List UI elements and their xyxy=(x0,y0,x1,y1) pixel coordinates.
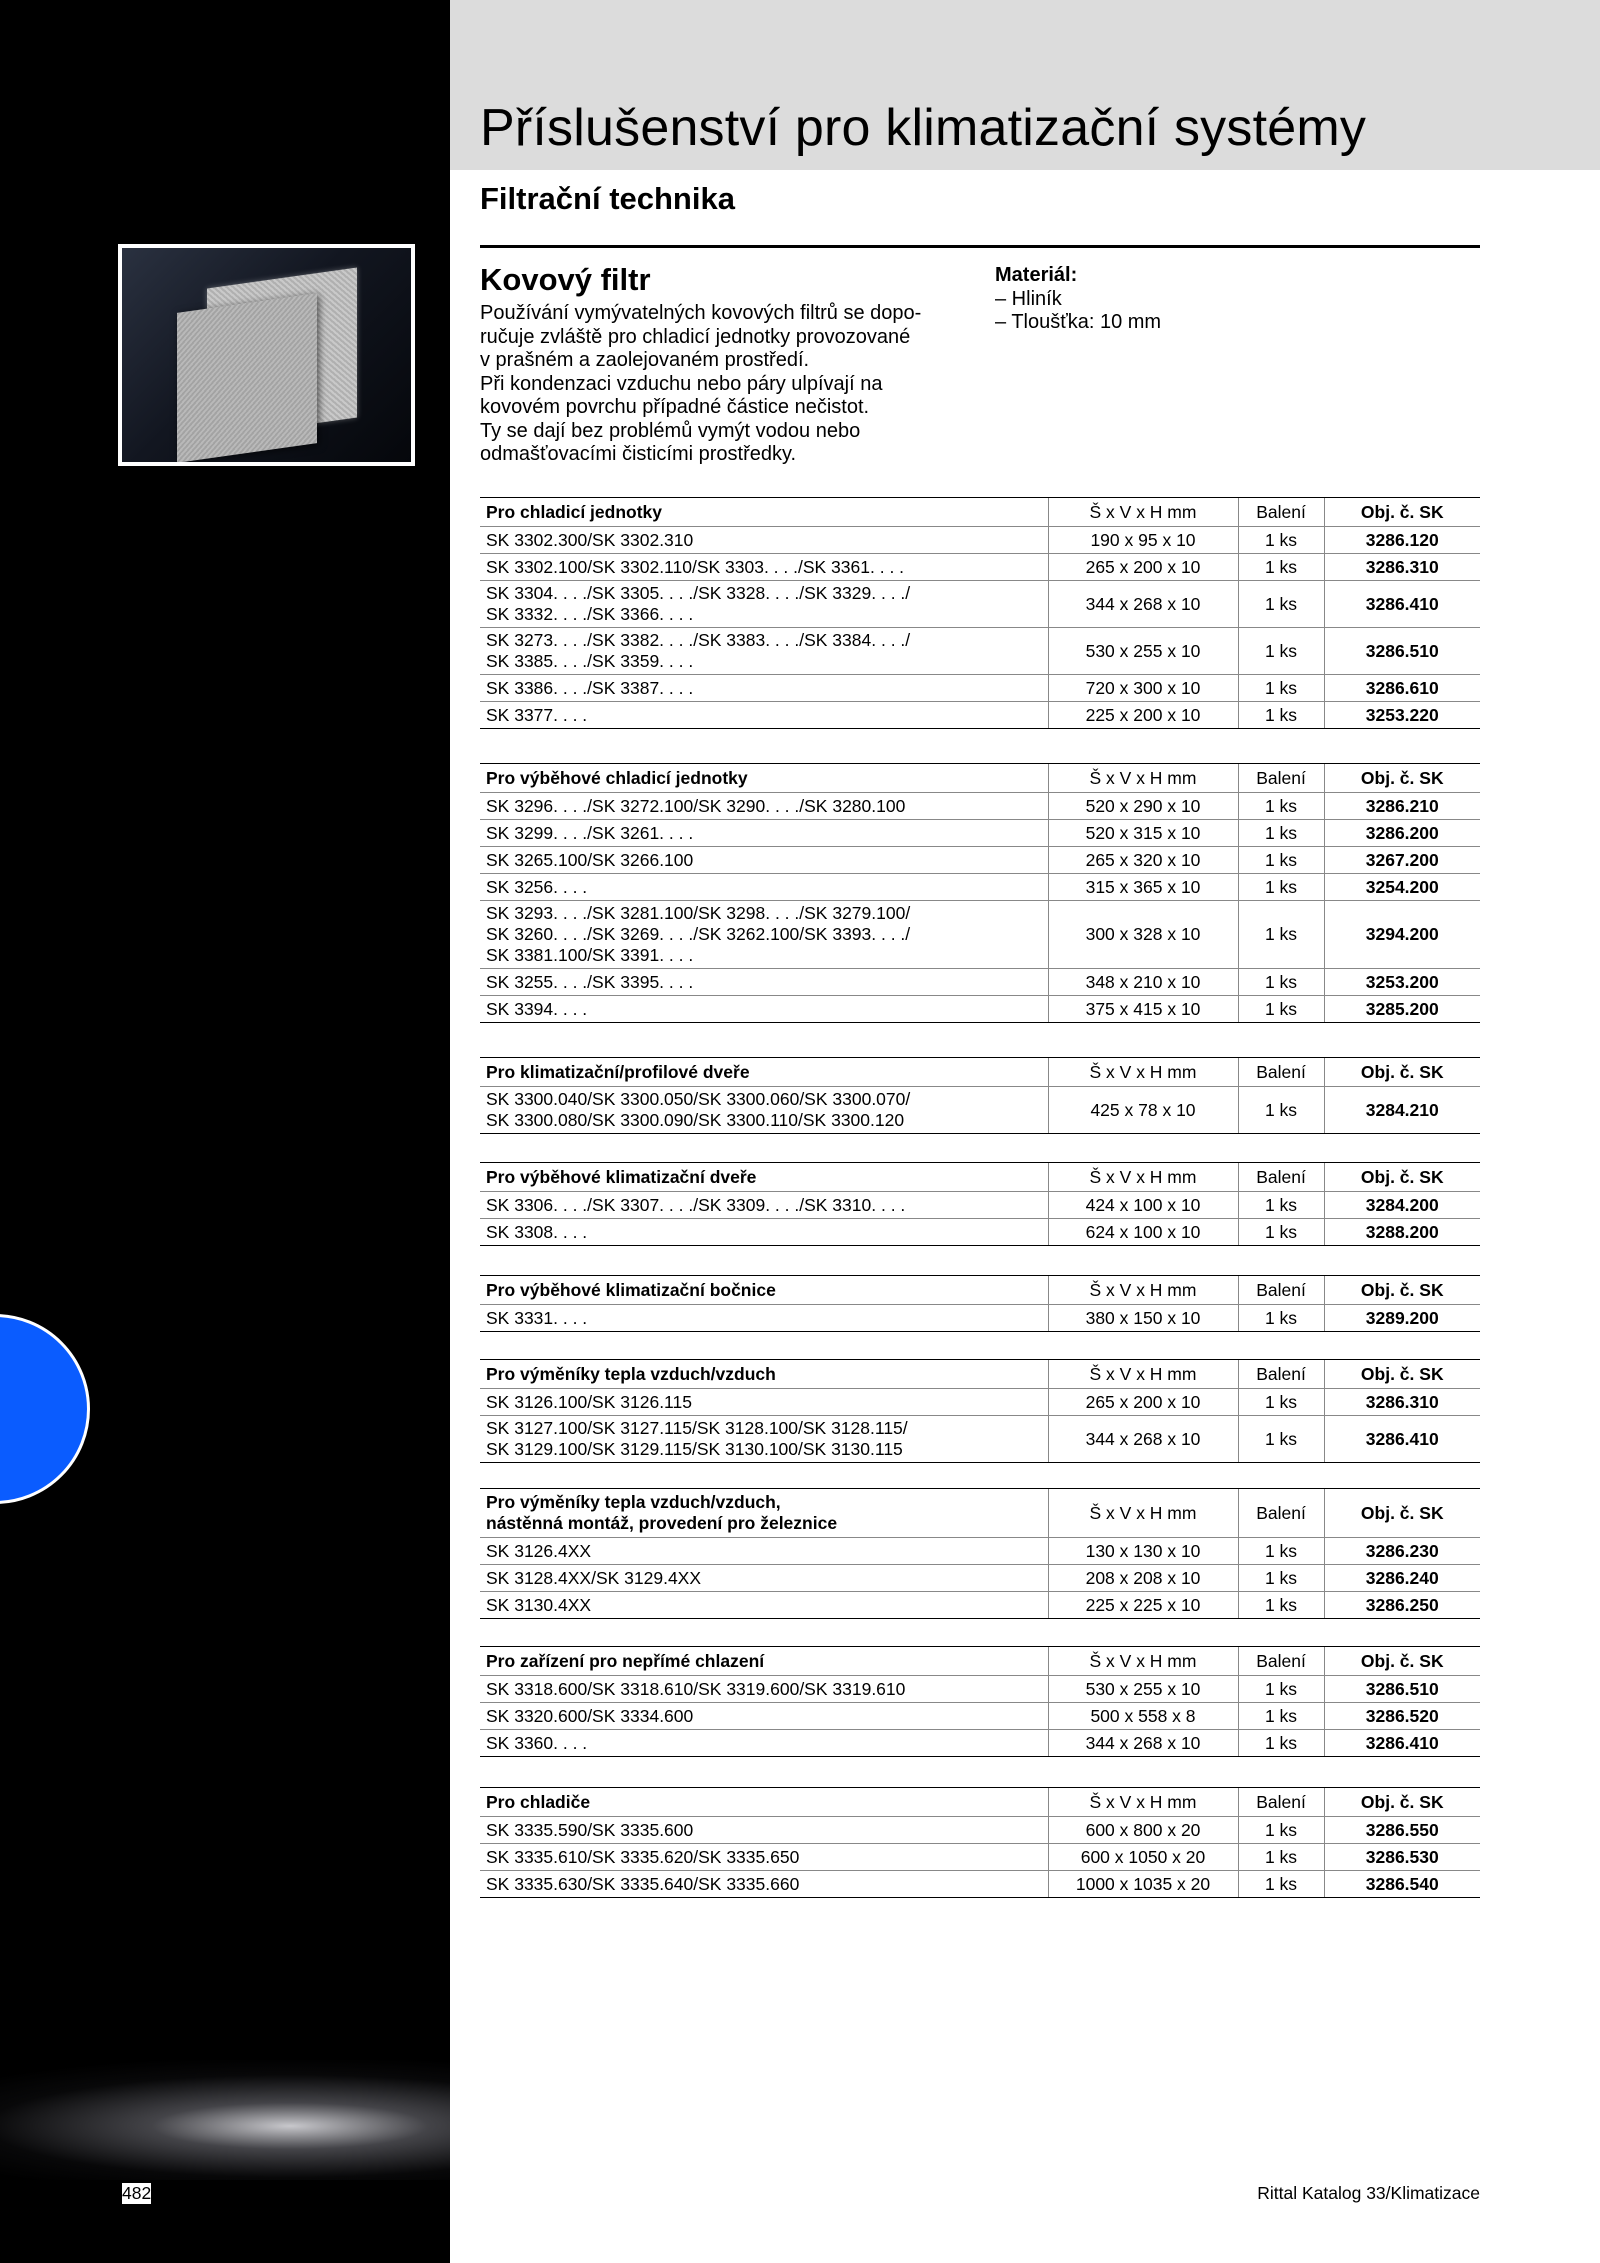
table-row xyxy=(480,1817,1480,1844)
model-line: SK 3335.610/SK 3335.620/SK 3335.650 xyxy=(486,1846,800,1867)
column-header-packaging: Balení xyxy=(1238,1276,1324,1305)
column-header-order-number: Obj. č. SK xyxy=(1324,1276,1480,1305)
order-number-cell: 3285.200 xyxy=(1324,996,1480,1023)
column-header-dimensions: Š x V x H mm xyxy=(1048,1360,1238,1389)
compatible-models xyxy=(480,1219,1048,1246)
table-row xyxy=(480,1592,1480,1619)
table-title xyxy=(480,764,1048,793)
order-number-cell: 3286.410 xyxy=(1324,581,1480,628)
dimensions-cell: 600 x 800 x 20 xyxy=(1048,1817,1238,1844)
table-title xyxy=(480,1163,1048,1192)
packaging-cell: 1 ks xyxy=(1238,1416,1324,1463)
order-number-cell: 3253.200 xyxy=(1324,969,1480,996)
compatible-models xyxy=(480,847,1048,874)
model-line: SK 3331. . . . xyxy=(486,1307,588,1328)
packaging-cell: 1 ks xyxy=(1238,1538,1324,1565)
table-title-line: Pro klimatizační/profilové dveře xyxy=(486,1061,750,1082)
order-number-cell: 3286.310 xyxy=(1324,1389,1480,1416)
column-header-order-number: Obj. č. SK xyxy=(1324,1360,1480,1389)
table-title-line: Pro chladicí jednotky xyxy=(486,501,663,522)
table-title xyxy=(480,1647,1048,1676)
column-header-order-number: Obj. č. SK xyxy=(1324,1163,1480,1192)
compatible-models xyxy=(480,1676,1048,1703)
dimensions-cell: 1000 x 1035 x 20 xyxy=(1048,1871,1238,1898)
model-line: SK 3126.100/SK 3126.115 xyxy=(486,1391,692,1412)
column-header-packaging: Balení xyxy=(1238,764,1324,793)
packaging-cell: 1 ks xyxy=(1238,1192,1324,1219)
compatible-models xyxy=(480,969,1048,996)
packaging-cell: 1 ks xyxy=(1238,628,1324,675)
table-row xyxy=(480,969,1480,996)
packaging-cell: 1 ks xyxy=(1238,1730,1324,1757)
table-title-line: Pro zařízení pro nepřímé chlazení xyxy=(486,1650,765,1671)
model-line: SK 3296. . . ./SK 3272.100/SK 3290. . . ./SK 3280.100 xyxy=(486,795,906,816)
table-row xyxy=(480,527,1480,554)
column-header-dimensions: Š x V x H mm xyxy=(1048,1163,1238,1192)
product-description xyxy=(480,302,950,467)
dimensions-cell: 530 x 255 x 10 xyxy=(1048,1676,1238,1703)
packaging-cell: 1 ks xyxy=(1238,874,1324,901)
dimensions-cell: 348 x 210 x 10 xyxy=(1048,969,1238,996)
dimensions-cell: 600 x 1050 x 20 xyxy=(1048,1844,1238,1871)
dimensions-cell: 344 x 268 x 10 xyxy=(1048,581,1238,628)
model-line: SK 3335.630/SK 3335.640/SK 3335.660 xyxy=(486,1873,800,1894)
table-title-line: nástěnná montáž, provedení pro železnice xyxy=(486,1513,838,1533)
packaging-cell: 1 ks xyxy=(1238,1676,1324,1703)
model-line: SK 3126.4XX xyxy=(486,1540,592,1561)
model-line: SK 3308. . . . xyxy=(486,1221,588,1242)
table-row xyxy=(480,874,1480,901)
dimensions-cell: 344 x 268 x 10 xyxy=(1048,1730,1238,1757)
compatible-models xyxy=(480,1416,1048,1463)
table-row xyxy=(480,628,1480,675)
table-row xyxy=(480,1730,1480,1757)
compatible-models xyxy=(480,1389,1048,1416)
table-title xyxy=(480,1360,1048,1389)
compatible-models xyxy=(480,1192,1048,1219)
dimensions-cell: 500 x 558 x 8 xyxy=(1048,1703,1238,1730)
order-number-cell: 3288.200 xyxy=(1324,1219,1480,1246)
table-header-row xyxy=(480,1276,1480,1305)
model-line: SK 3318.600/SK 3318.610/SK 3319.600/SK 3319.610 xyxy=(486,1678,906,1699)
section-title: Filtrační technika xyxy=(480,181,735,216)
product-name: Kovový filtr xyxy=(480,262,651,297)
model-line: SK 3302.300/SK 3302.310 xyxy=(486,529,694,550)
table-title xyxy=(480,1788,1048,1817)
packaging-cell: 1 ks xyxy=(1238,1871,1324,1898)
compatible-models xyxy=(480,1730,1048,1757)
light-glow-decoration xyxy=(0,2060,450,2180)
table-row xyxy=(480,793,1480,820)
header-divider xyxy=(480,245,1480,248)
table-row xyxy=(480,1305,1480,1332)
order-number-cell: 3286.510 xyxy=(1324,1676,1480,1703)
compatible-models xyxy=(480,554,1048,581)
column-header-dimensions: Š x V x H mm xyxy=(1048,1489,1238,1538)
spec-table xyxy=(480,1275,1480,1332)
dimensions-cell: 344 x 268 x 10 xyxy=(1048,1416,1238,1463)
spec-table xyxy=(480,1488,1480,1619)
dimensions-cell: 190 x 95 x 10 xyxy=(1048,527,1238,554)
description-line: v prašném a zaolejovaném prostředí. xyxy=(480,349,810,371)
dimensions-cell: 265 x 200 x 10 xyxy=(1048,1389,1238,1416)
table-title-line: Pro výběhové chladicí jednotky xyxy=(486,767,748,788)
table-row xyxy=(480,1416,1480,1463)
table-header-row xyxy=(480,1647,1480,1676)
model-line: SK 3128.4XX/SK 3129.4XX xyxy=(486,1567,702,1588)
table-row xyxy=(480,1676,1480,1703)
compatible-models xyxy=(480,820,1048,847)
column-header-order-number: Obj. č. SK xyxy=(1324,1647,1480,1676)
compatible-models xyxy=(480,874,1048,901)
column-header-dimensions: Š x V x H mm xyxy=(1048,1276,1238,1305)
table-row xyxy=(480,1389,1480,1416)
table-row xyxy=(480,1871,1480,1898)
metal-filter-product-image xyxy=(118,244,415,466)
model-line: SK 3386. . . ./SK 3387. . . . xyxy=(486,677,694,698)
packaging-cell: 1 ks xyxy=(1238,847,1324,874)
packaging-cell: 1 ks xyxy=(1238,675,1324,702)
table-row xyxy=(480,1565,1480,1592)
table-title-line: Pro výměníky tepla vzduch/vzduch xyxy=(486,1363,776,1384)
compatible-models xyxy=(480,1817,1048,1844)
table-header-row xyxy=(480,498,1480,527)
page-title: Příslušenství pro klimatizační systémy xyxy=(480,99,1367,157)
dimensions-cell: 300 x 328 x 10 xyxy=(1048,901,1238,969)
model-line: SK 3273. . . ./SK 3382. . . ./SK 3383. . . ./SK 3384. . . ./ xyxy=(486,630,911,650)
spec-table xyxy=(480,1646,1480,1757)
description-line: odmašťovacími čisticími prostředky. xyxy=(480,443,797,465)
table-row xyxy=(480,1844,1480,1871)
table-row xyxy=(480,1087,1480,1134)
table-header-row xyxy=(480,764,1480,793)
table-title xyxy=(480,1058,1048,1087)
packaging-cell: 1 ks xyxy=(1238,1844,1324,1871)
model-line: SK 3302.100/SK 3302.110/SK 3303. . . ./SK 3361. . . . xyxy=(486,556,905,577)
packaging-cell: 1 ks xyxy=(1238,1703,1324,1730)
column-header-order-number: Obj. č. SK xyxy=(1324,1489,1480,1538)
table-title-line: Pro výměníky tepla vzduch/vzduch, xyxy=(486,1492,781,1512)
compatible-models xyxy=(480,1871,1048,1898)
model-line: SK 3377. . . . xyxy=(486,704,588,725)
packaging-cell: 1 ks xyxy=(1238,793,1324,820)
spec-table xyxy=(480,1359,1480,1463)
compatible-models xyxy=(480,702,1048,729)
table-row xyxy=(480,996,1480,1023)
model-line: SK 3394. . . . xyxy=(486,998,588,1019)
table-row xyxy=(480,554,1480,581)
table-row xyxy=(480,702,1480,729)
model-line: SK 3299. . . ./SK 3261. . . . xyxy=(486,822,694,843)
order-number-cell: 3286.610 xyxy=(1324,675,1480,702)
description-line: kovovém povrchu případné částice nečistot. xyxy=(480,396,870,418)
description-line: ručuje zvláště pro chladicí jednotky provozované xyxy=(480,325,911,348)
material-heading: Materiál: xyxy=(995,264,1078,286)
material-info xyxy=(995,264,1161,335)
model-line: SK 3256. . . . xyxy=(486,876,588,897)
packaging-cell: 1 ks xyxy=(1238,1592,1324,1619)
compatible-models xyxy=(480,1305,1048,1332)
spec-table xyxy=(480,497,1480,729)
table-header-row xyxy=(480,1360,1480,1389)
compatible-models xyxy=(480,628,1048,675)
compatible-models xyxy=(480,1538,1048,1565)
column-header-order-number: Obj. č. SK xyxy=(1324,1058,1480,1087)
column-header-order-number: Obj. č. SK xyxy=(1324,764,1480,793)
table-header-row xyxy=(480,1163,1480,1192)
page-number: 482 xyxy=(122,2183,152,2203)
packaging-cell: 1 ks xyxy=(1238,1389,1324,1416)
order-number-cell: 3286.550 xyxy=(1324,1817,1480,1844)
description-line: Při kondenzaci vzduchu nebo páry ulpívají na xyxy=(480,372,883,395)
packaging-cell: 1 ks xyxy=(1238,1817,1324,1844)
model-line: SK 3300.080/SK 3300.090/SK 3300.110/SK 3300.120 xyxy=(486,1110,905,1130)
dimensions-cell: 425 x 78 x 10 xyxy=(1048,1087,1238,1134)
column-header-dimensions: Š x V x H mm xyxy=(1048,1788,1238,1817)
dimensions-cell: 380 x 150 x 10 xyxy=(1048,1305,1238,1332)
dimensions-cell: 265 x 200 x 10 xyxy=(1048,554,1238,581)
column-header-order-number: Obj. č. SK xyxy=(1324,1788,1480,1817)
table-row xyxy=(480,1192,1480,1219)
packaging-cell: 1 ks xyxy=(1238,702,1324,729)
packaging-cell: 1 ks xyxy=(1238,581,1324,628)
column-header-packaging: Balení xyxy=(1238,1788,1324,1817)
spec-table xyxy=(480,1162,1480,1246)
spec-table xyxy=(480,763,1480,1023)
packaging-cell: 1 ks xyxy=(1238,527,1324,554)
dimensions-cell: 720 x 300 x 10 xyxy=(1048,675,1238,702)
description-line: Ty se dají bez problémů vymýt vodou nebo xyxy=(480,419,861,442)
dimensions-cell: 530 x 255 x 10 xyxy=(1048,628,1238,675)
compatible-models xyxy=(480,527,1048,554)
table-row xyxy=(480,1219,1480,1246)
model-line: SK 3129.100/SK 3129.115/SK 3130.100/SK 3130.115 xyxy=(486,1439,903,1459)
compatible-models xyxy=(480,1565,1048,1592)
table-row xyxy=(480,820,1480,847)
description-line: Používání vymývatelných kovových filtrů se dopo- xyxy=(480,302,922,324)
table-title xyxy=(480,1489,1048,1538)
footer-catalog: Rittal Katalog 33/Klimatizace xyxy=(1257,2183,1480,2203)
dimensions-cell: 375 x 415 x 10 xyxy=(1048,996,1238,1023)
table-row xyxy=(480,581,1480,628)
order-number-cell: 3286.120 xyxy=(1324,527,1480,554)
table-row xyxy=(480,1703,1480,1730)
dimensions-cell: 265 x 320 x 10 xyxy=(1048,847,1238,874)
table-title-line: Pro výběhové klimatizační dveře xyxy=(486,1166,757,1187)
order-number-cell: 3254.200 xyxy=(1324,874,1480,901)
order-number-cell: 3284.210 xyxy=(1324,1087,1480,1134)
model-line: SK 3381.100/SK 3391. . . . xyxy=(486,945,694,965)
column-header-packaging: Balení xyxy=(1238,1489,1324,1538)
packaging-cell: 1 ks xyxy=(1238,820,1324,847)
column-header-packaging: Balení xyxy=(1238,1058,1324,1087)
model-line: SK 3293. . . ./SK 3281.100/SK 3298. . . ./SK 3279.100/ xyxy=(486,903,911,923)
material-item: – Hliník xyxy=(995,287,1062,310)
model-line: SK 3320.600/SK 3334.600 xyxy=(486,1705,694,1726)
model-line: SK 3304. . . ./SK 3305. . . ./SK 3328. . . ./SK 3329. . . ./ xyxy=(486,583,911,603)
order-number-cell: 3286.250 xyxy=(1324,1592,1480,1619)
packaging-cell: 1 ks xyxy=(1238,1565,1324,1592)
model-line: SK 3130.4XX xyxy=(486,1594,592,1615)
model-line: SK 3335.590/SK 3335.600 xyxy=(486,1819,694,1840)
model-line: SK 3260. . . ./SK 3269. . . ./SK 3262.100/SK 3393. . . ./ xyxy=(486,924,911,944)
table-title xyxy=(480,498,1048,527)
order-number-cell: 3289.200 xyxy=(1324,1305,1480,1332)
order-number-cell: 3286.210 xyxy=(1324,793,1480,820)
order-number-cell: 3286.530 xyxy=(1324,1844,1480,1871)
packaging-cell: 1 ks xyxy=(1238,1087,1324,1134)
order-number-cell: 3286.520 xyxy=(1324,1703,1480,1730)
dimensions-cell: 424 x 100 x 10 xyxy=(1048,1192,1238,1219)
order-number-cell: 3253.220 xyxy=(1324,702,1480,729)
column-header-packaging: Balení xyxy=(1238,498,1324,527)
dimensions-cell: 520 x 315 x 10 xyxy=(1048,820,1238,847)
column-header-dimensions: Š x V x H mm xyxy=(1048,764,1238,793)
packaging-cell: 1 ks xyxy=(1238,554,1324,581)
compatible-models xyxy=(480,675,1048,702)
order-number-cell: 3286.240 xyxy=(1324,1565,1480,1592)
compatible-models xyxy=(480,996,1048,1023)
order-number-cell: 3286.200 xyxy=(1324,820,1480,847)
model-line: SK 3127.100/SK 3127.115/SK 3128.100/SK 3128.115/ xyxy=(486,1418,908,1438)
model-line: SK 3265.100/SK 3266.100 xyxy=(486,849,694,870)
packaging-cell: 1 ks xyxy=(1238,901,1324,969)
spec-table xyxy=(480,1787,1480,1898)
order-number-cell: 3286.310 xyxy=(1324,554,1480,581)
table-title-line: Pro chladiče xyxy=(486,1791,591,1812)
order-number-cell: 3286.230 xyxy=(1324,1538,1480,1565)
model-line: SK 3360. . . . xyxy=(486,1732,588,1753)
dimensions-cell: 624 x 100 x 10 xyxy=(1048,1219,1238,1246)
table-row xyxy=(480,675,1480,702)
column-header-packaging: Balení xyxy=(1238,1163,1324,1192)
table-title xyxy=(480,1276,1048,1305)
column-header-dimensions: Š x V x H mm xyxy=(1048,1647,1238,1676)
table-header-row xyxy=(480,1058,1480,1087)
dimensions-cell: 520 x 290 x 10 xyxy=(1048,793,1238,820)
order-number-cell: 3284.200 xyxy=(1324,1192,1480,1219)
model-line: SK 3255. . . ./SK 3395. . . . xyxy=(486,971,694,992)
order-number-cell: 3286.540 xyxy=(1324,1871,1480,1898)
table-title-line: Pro výběhové klimatizační bočnice xyxy=(486,1279,776,1300)
material-item: – Tloušťka: 10 mm xyxy=(995,311,1162,333)
order-number-cell: 3294.200 xyxy=(1324,901,1480,969)
order-number-cell: 3286.510 xyxy=(1324,628,1480,675)
table-header-row xyxy=(480,1788,1480,1817)
compatible-models xyxy=(480,1844,1048,1871)
compatible-models xyxy=(480,1703,1048,1730)
order-number-cell: 3286.410 xyxy=(1324,1730,1480,1757)
table-row xyxy=(480,901,1480,969)
compatible-models xyxy=(480,1592,1048,1619)
column-header-order-number: Obj. č. SK xyxy=(1324,498,1480,527)
model-line: SK 3385. . . ./SK 3359. . . . xyxy=(486,651,694,671)
order-number-cell: 3286.410 xyxy=(1324,1416,1480,1463)
column-header-dimensions: Š x V x H mm xyxy=(1048,1058,1238,1087)
compatible-models xyxy=(480,1087,1048,1134)
column-header-dimensions: Š x V x H mm xyxy=(1048,498,1238,527)
table-row xyxy=(480,847,1480,874)
table-row xyxy=(480,1538,1480,1565)
compatible-models xyxy=(480,901,1048,969)
model-line: SK 3306. . . ./SK 3307. . . ./SK 3309. . . ./SK 3310. . . . xyxy=(486,1194,906,1215)
order-number-cell: 3267.200 xyxy=(1324,847,1480,874)
model-line: SK 3300.040/SK 3300.050/SK 3300.060/SK 3300.070/ xyxy=(486,1089,911,1109)
dimensions-cell: 225 x 225 x 10 xyxy=(1048,1592,1238,1619)
compatible-models xyxy=(480,581,1048,628)
table-header-row xyxy=(480,1489,1480,1538)
dimensions-cell: 315 x 365 x 10 xyxy=(1048,874,1238,901)
column-header-packaging: Balení xyxy=(1238,1647,1324,1676)
filter-plate-front xyxy=(177,293,317,462)
dimensions-cell: 208 x 208 x 10 xyxy=(1048,1565,1238,1592)
packaging-cell: 1 ks xyxy=(1238,996,1324,1023)
column-header-packaging: Balení xyxy=(1238,1360,1324,1389)
packaging-cell: 1 ks xyxy=(1238,969,1324,996)
dimensions-cell: 130 x 130 x 10 xyxy=(1048,1538,1238,1565)
model-line: SK 3332. . . ./SK 3366. . . . xyxy=(486,604,694,624)
spec-table xyxy=(480,1057,1480,1134)
packaging-cell: 1 ks xyxy=(1238,1219,1324,1246)
compatible-models xyxy=(480,793,1048,820)
packaging-cell: 1 ks xyxy=(1238,1305,1324,1332)
dimensions-cell: 225 x 200 x 10 xyxy=(1048,702,1238,729)
